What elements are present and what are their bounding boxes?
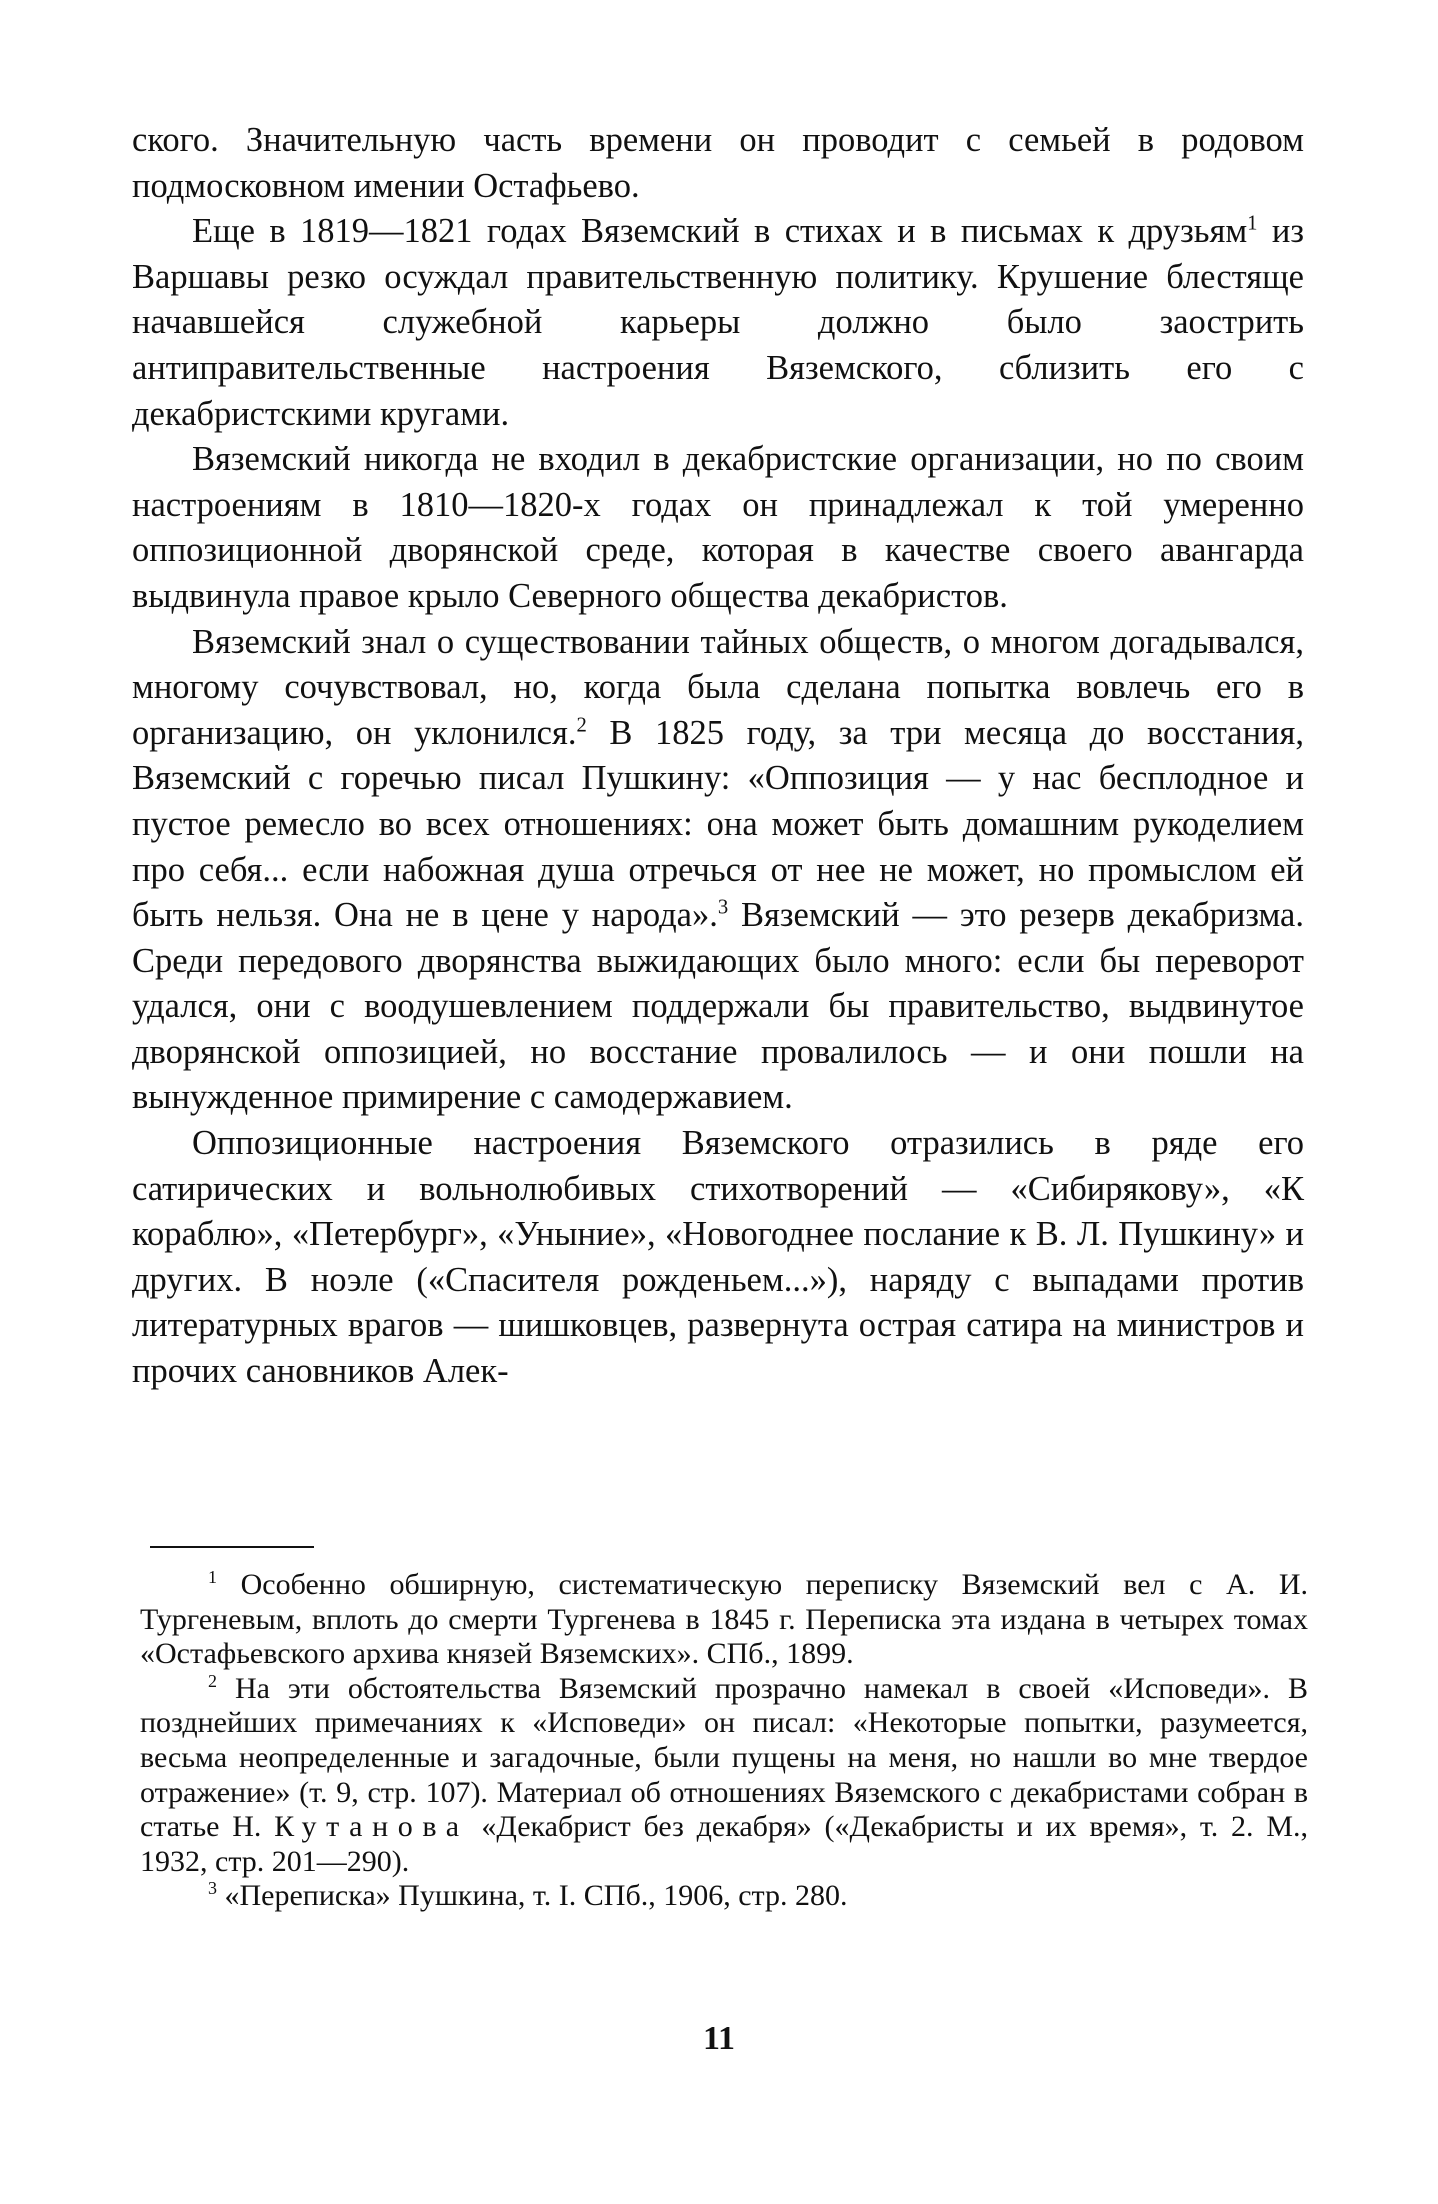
- paragraph-2-text-a: Еще в 1819—1821 годах Вяземский в стихах и в письмах к друзьям: [192, 212, 1248, 251]
- paragraph-2: [132, 209, 1304, 437]
- paragraph-5: Оппозиционные настроения Вяземского отразились в ряде его сатирических и вольнолюбивых стихотворений — «Сибирякову», «К кораблю», «Петербург», «Уныние», «Новогоднее послание к В. Л. Пушкину» и других. В ноэле («Спасителя рожденьем...»), наряду с выпадами против литературных врагов — шишковцев, развернута острая сатира на министров и прочих сановников Алек-: [132, 1124, 1304, 1391]
- footnote-2-author: Кутанова: [274, 1810, 469, 1844]
- footnote-2: [140, 1672, 1308, 1880]
- footnote-2-text-b: «Декабрист без декабря» («Декабристы и их время», т. 2. М., 1932, стр. 201—290).: [140, 1810, 1308, 1878]
- paragraph-4: [132, 620, 1304, 1122]
- footnote-3-text: «Переписка» Пушкина, т. I. СПб., 1906, стр. 280.: [217, 1879, 848, 1913]
- paragraph-4-text-c: Вяземский — это резерв декабризма. Среди передового дворянства выжидающих было много: если бы переворот удался, они с воодушевлением поддержали бы правительство, выдвинутое дворянской оппозицией, но восстание провалилось — и они пошли на вынужденное примирение с самодержавием.: [132, 896, 1304, 1117]
- main-text: [132, 118, 1304, 1395]
- footnote-1-text: Особенно обширную, систематическую переписку Вяземский вел с А. И. Тургеневым, вплоть до смерти Тургенева в 1845 г. Переписка эта издана в четырех томах «Остафьевского архива князей Вяземских». СПб., 1899.: [140, 1568, 1308, 1671]
- footnote-1-mark: 1: [208, 1567, 217, 1588]
- footnote-ref-3: 3: [717, 896, 729, 919]
- footnote-3-mark: 3: [208, 1878, 217, 1899]
- paragraph-3: Вяземский никогда не входил в декабристские организации, но по своим настроениям в 1810—1820-х годах он принадлежал к той умеренно оппозиционной дворянской среде, которая в качестве своего авангарда выдвинула правое крыло Северного общества декабристов.: [132, 440, 1304, 615]
- page-number: 11: [702, 2020, 736, 2057]
- footnote-ref-1: 1: [1247, 212, 1258, 235]
- paragraph-4-text-a: Вяземский знал о существовании тайных обществ, о многом догадывался, многому сочувствовал, но, когда была сделана попытка вовлечь его в организацию, он уклонился.: [132, 622, 1304, 752]
- footnote-divider: [150, 1546, 314, 1548]
- footnote-2-mark: 2: [208, 1670, 217, 1691]
- paragraph-4-text-b: В 1825 году, за три месяца до восстания, Вяземский с горечью писал Пушкину: «Оппозиция — у нас бесплодное и пустое ремесло во всех отношениях: она может быть домашним рукоделием про себя... если набожная душа отречься от нее не может, но промыслом ей быть нельзя. Она не в цене у народа».: [132, 713, 1305, 935]
- footnote-2-text-a: На эти обстоятельства Вяземский прозрачно намекал в своей «Исповеди». В позднейших примечаниях к «Исповеди» он писал: «Некоторые попытки, разумеется, весьма неопределенные и загадочные, были пущены на меня, но нашли во мне твердое отражение» (т. 9, стр. 107). Материал об отношениях Вяземского с декабристами собран в статье Н.: [140, 1671, 1308, 1844]
- paragraph-1: ского. Значительную часть времени он проводит с семьей в родовом подмосковном имении Остафьево.: [132, 121, 1304, 205]
- footnote-ref-2: 2: [576, 714, 587, 737]
- paragraph-2-text-b: из Варшавы резко осуждал правительственную политику. Крушение блестяще начавшейся служебной карьеры должно было заострить антиправительственные настроения Вяземского, сблизить его с декабристскими кругами.: [132, 212, 1304, 433]
- footnote-1: [140, 1568, 1308, 1672]
- footnote-3: [140, 1879, 1308, 1914]
- footnotes: [140, 1568, 1308, 1914]
